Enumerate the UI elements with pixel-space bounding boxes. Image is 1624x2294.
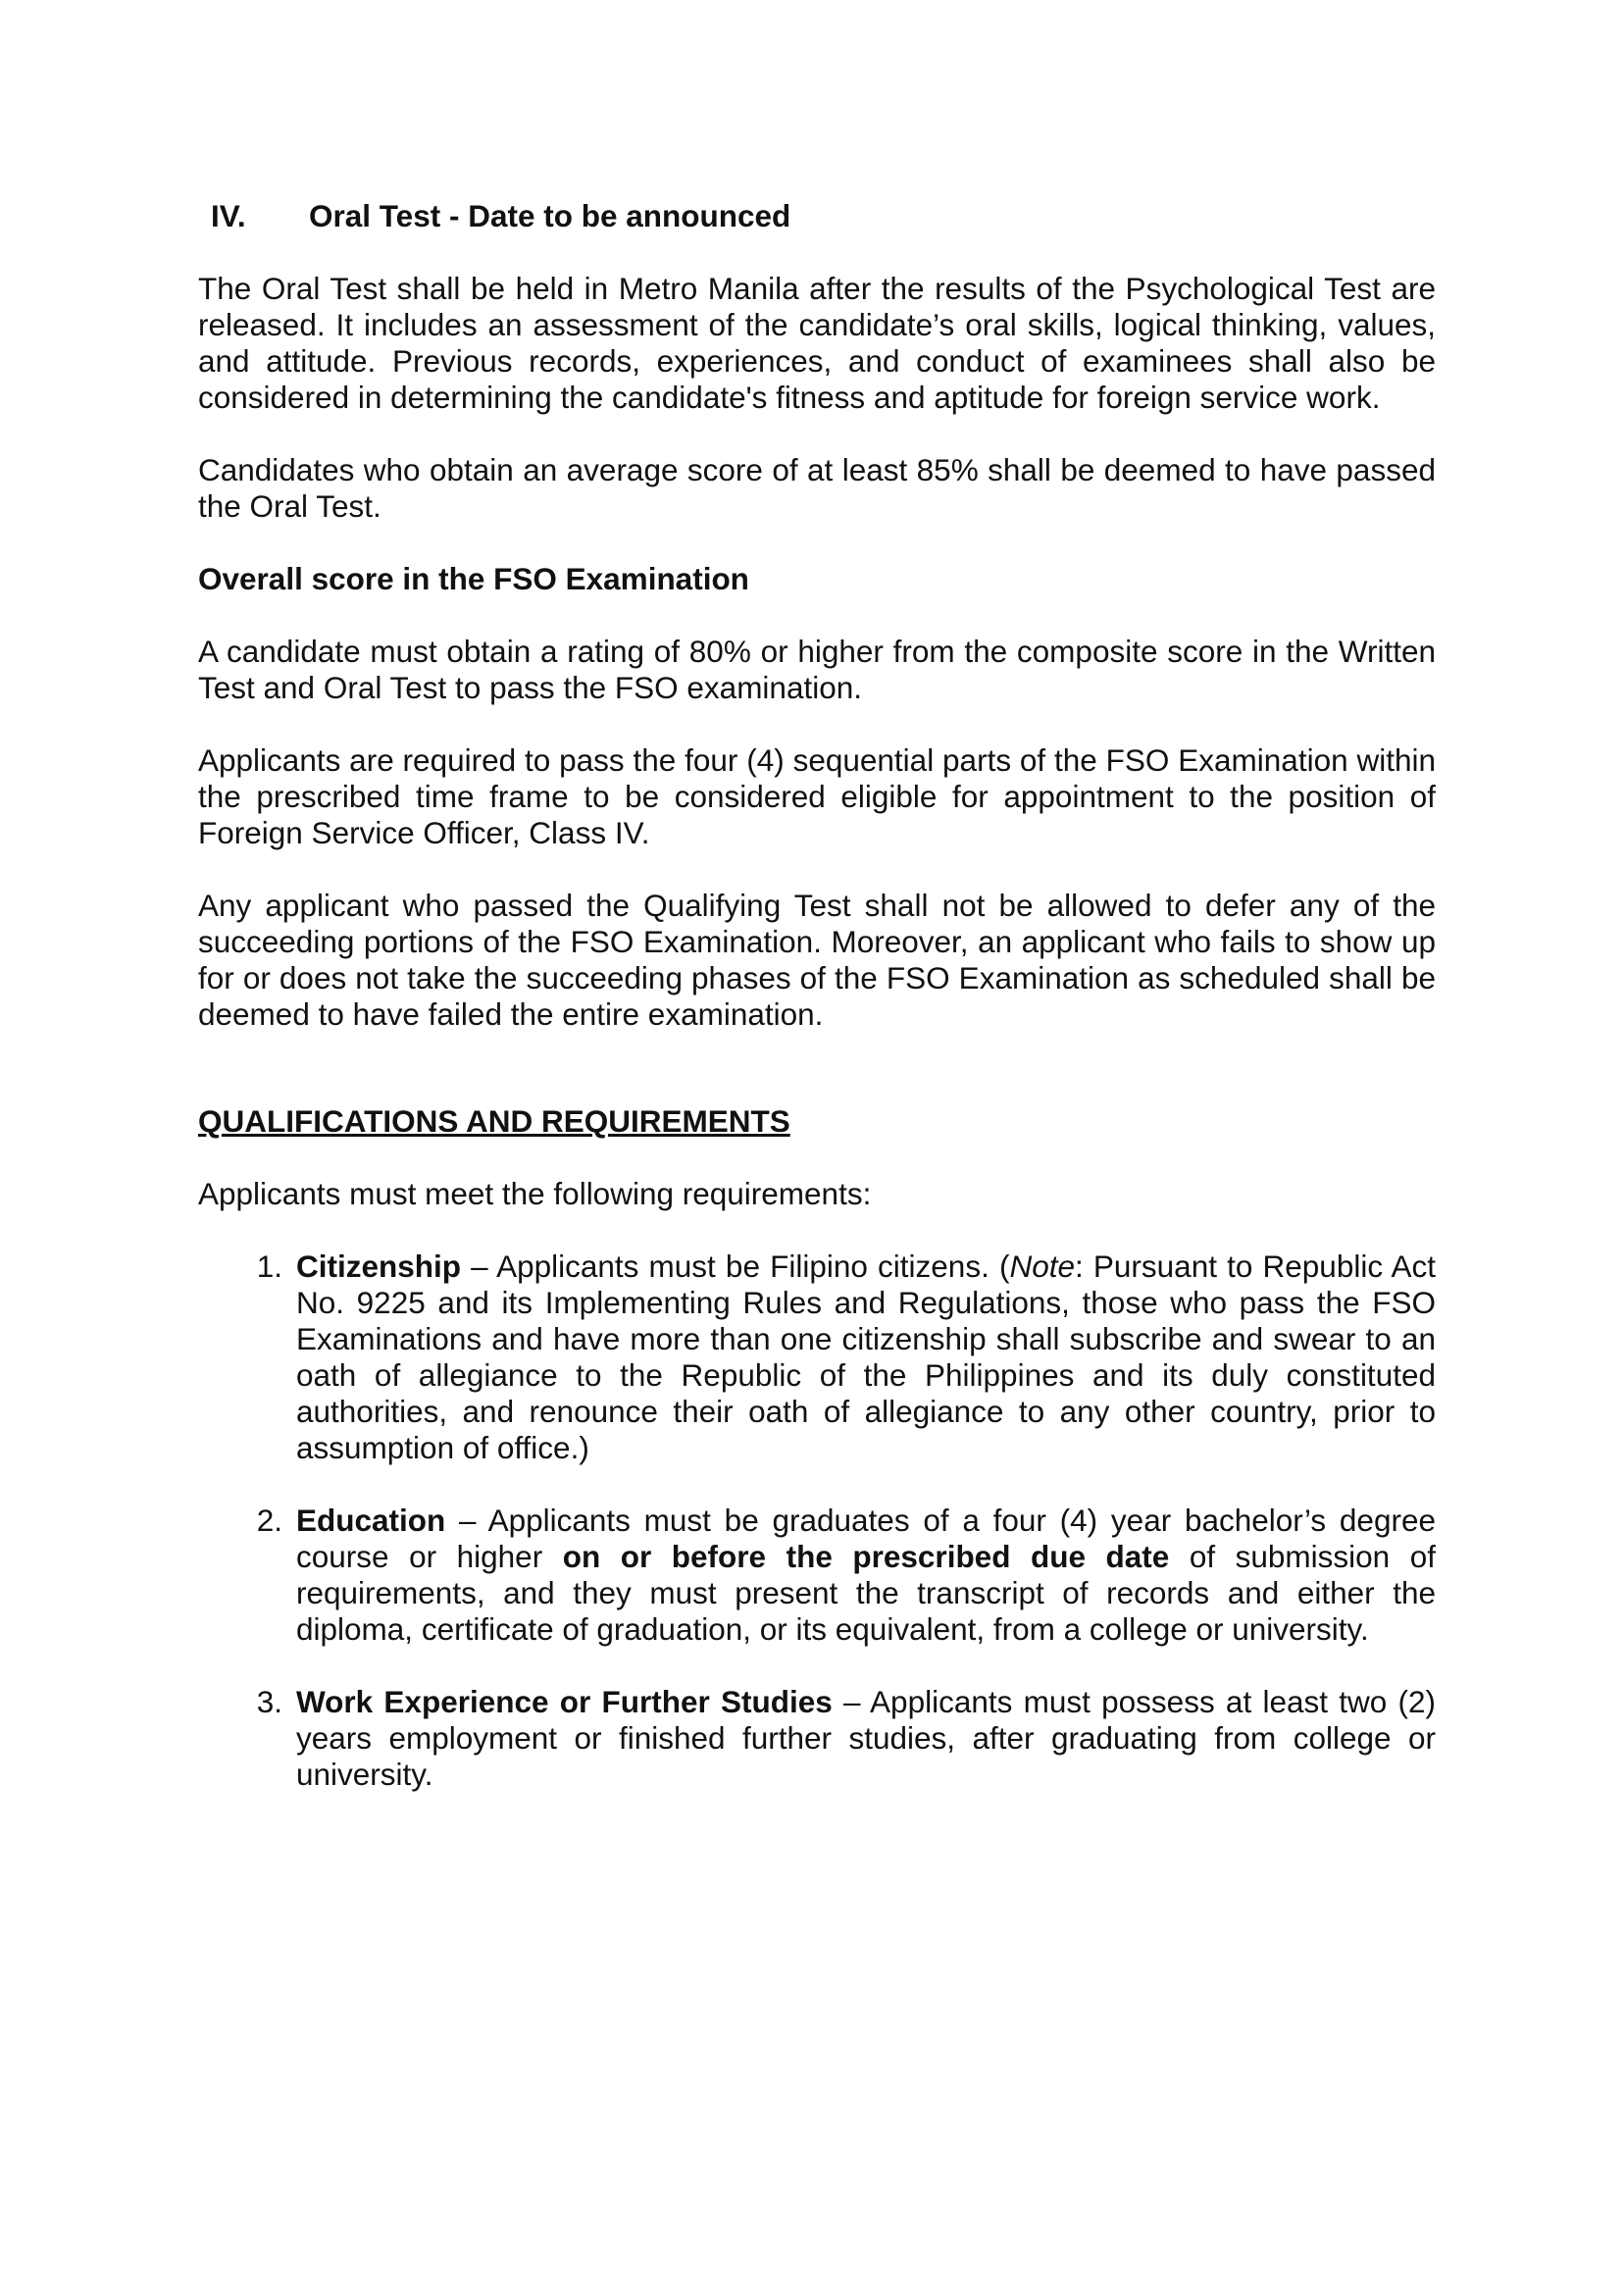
list-item-term: Citizenship [296,1249,462,1284]
qualifications-intro: Applicants must meet the following requirements: [198,1176,872,1211]
list-item-text: Work Experience or Further Studies – Applicants must possess at least two (2) years employment or finished further studies, after graduating from college or university. [296,1684,1436,1792]
list-item [198,1684,1436,1793]
qualifications-heading: QUALIFICATIONS AND REQUIREMENTS [198,1103,790,1139]
list-item-number: 3. [256,1684,282,1719]
overall-score-paragraph-2: Applicants are required to pass the four (4) sequential parts of the FSO Examination within the prescribed time frame to be considered eligible for appointment to the position of Foreign Service Officer, Class IV. [198,742,1436,850]
list-item-term: Education [296,1503,446,1538]
overall-score-heading: Overall score in the FSO Examination [198,561,749,596]
list-item [198,1503,1436,1648]
list-item-number: 1. [256,1249,282,1284]
emphasis-due-date: on or before the prescribed due date [562,1539,1170,1574]
section-number: IV. [211,198,246,233]
document-page [198,188,1436,1793]
note-label: Note [1009,1249,1075,1284]
list-item-term: Work Experience or Further Studies [296,1684,833,1719]
section-heading-oral-test [198,198,1436,234]
oral-test-paragraph-1: The Oral Test shall be held in Metro Manila after the results of the Psychological Test are released. It includes an assessment of the candidate’s oral skills, logical thinking, values, and attitude. Previous records, experiences, and conduct of examinees shall also be considered in determining the candidate's fitness and aptitude for foreign service work. [198,271,1436,415]
overall-score-paragraph-1: A candidate must obtain a rating of 80% or higher from the composite score in the Written Test and Oral Test to pass the FSO examination. [198,634,1436,705]
list-item-text: Citizenship – Applicants must be Filipino citizens. (Note: Pursuant to Republic Act No. 9225 and its Implementing Rules and Regulations, those who pass the FSO Examinations and have more than one citizenship shall subscribe and swear to an oath of allegiance to the Republic of the Philippines and its duly constituted authorities, and renounce their oath of allegiance to any other country, prior to assumption of office.) [296,1249,1436,1465]
oral-test-paragraph-2: Candidates who obtain an average score of at least 85% shall be deemed to have passed the Oral Test. [198,452,1436,524]
overall-score-paragraph-3: Any applicant who passed the Qualifying Test shall not be allowed to defer any of the succeeding portions of the FSO Examination. Moreover, an applicant who fails to show up for or does not take the succeeding phases of the FSO Examination as scheduled shall be deemed to have failed the entire examination. [198,888,1436,1032]
list-item-number: 2. [256,1503,282,1538]
section-title: Oral Test - Date to be announced [309,198,791,233]
list-item [198,1249,1436,1466]
requirements-list [198,1249,1436,1793]
list-item-text: Education – Applicants must be graduates of a four (4) year bachelor’s degree course or higher on or before the prescribed due date of submission of requirements, and they must present the transcript of records and either the diploma, certificate of graduation, or its equivalent, from a college or university. [296,1503,1437,1647]
